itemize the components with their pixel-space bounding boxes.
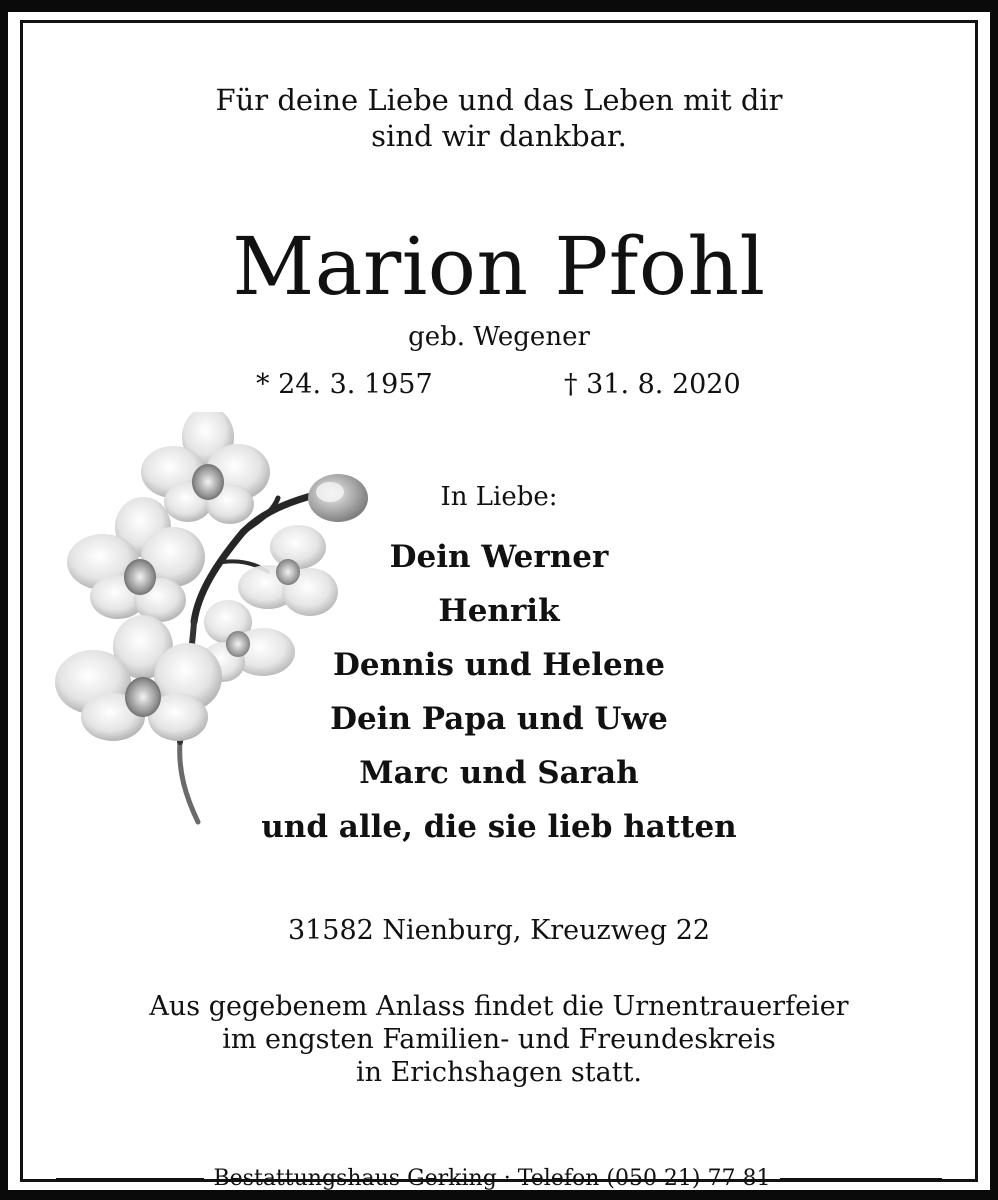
- motto: [8, 82, 990, 154]
- address: 31582 Nienburg, Kreuzweg 22: [287, 915, 711, 946]
- footer-rule-right: [780, 1178, 942, 1181]
- motto-line-2: sind wir dankbar.: [371, 119, 627, 153]
- birth-name: geb. Wegener: [408, 322, 590, 352]
- mourner-name: Dein Papa und Uwe: [330, 701, 668, 737]
- mourners-list: [8, 530, 990, 854]
- mourner-name: Dein Werner: [389, 539, 609, 575]
- in-love-heading: In Liebe:: [440, 482, 558, 512]
- funeral-home-footer: [8, 1164, 990, 1194]
- deceased-name: Marion Pfohl: [232, 220, 766, 313]
- footer-rule-left: [56, 1178, 204, 1181]
- ceremony-line-3: in Erichshagen statt.: [355, 1057, 643, 1088]
- ceremony-line-2: im engsten Familien- und Freundeskreis: [222, 1024, 776, 1055]
- ceremony-line-1: Aus gegebenem Anlass findet die Urnentrauerfeier: [149, 991, 849, 1022]
- mourner-name: Marc und Sarah: [359, 755, 639, 791]
- death-date: † 31. 8. 2020: [564, 369, 741, 400]
- funeral-home-contact: Bestattungshaus Gerking · Telefon (050 21) 77 81: [213, 1166, 771, 1191]
- mourner-name: und alle, die sie lieb hatten: [261, 809, 737, 845]
- birth-date: * 24. 3. 1957: [256, 369, 433, 400]
- mourner-name: Henrik: [438, 593, 560, 629]
- motto-line-1: Für deine Liebe und das Leben mit dir: [215, 83, 783, 117]
- ceremony-notice: [8, 990, 990, 1089]
- mourner-name: Dennis und Helene: [332, 647, 666, 683]
